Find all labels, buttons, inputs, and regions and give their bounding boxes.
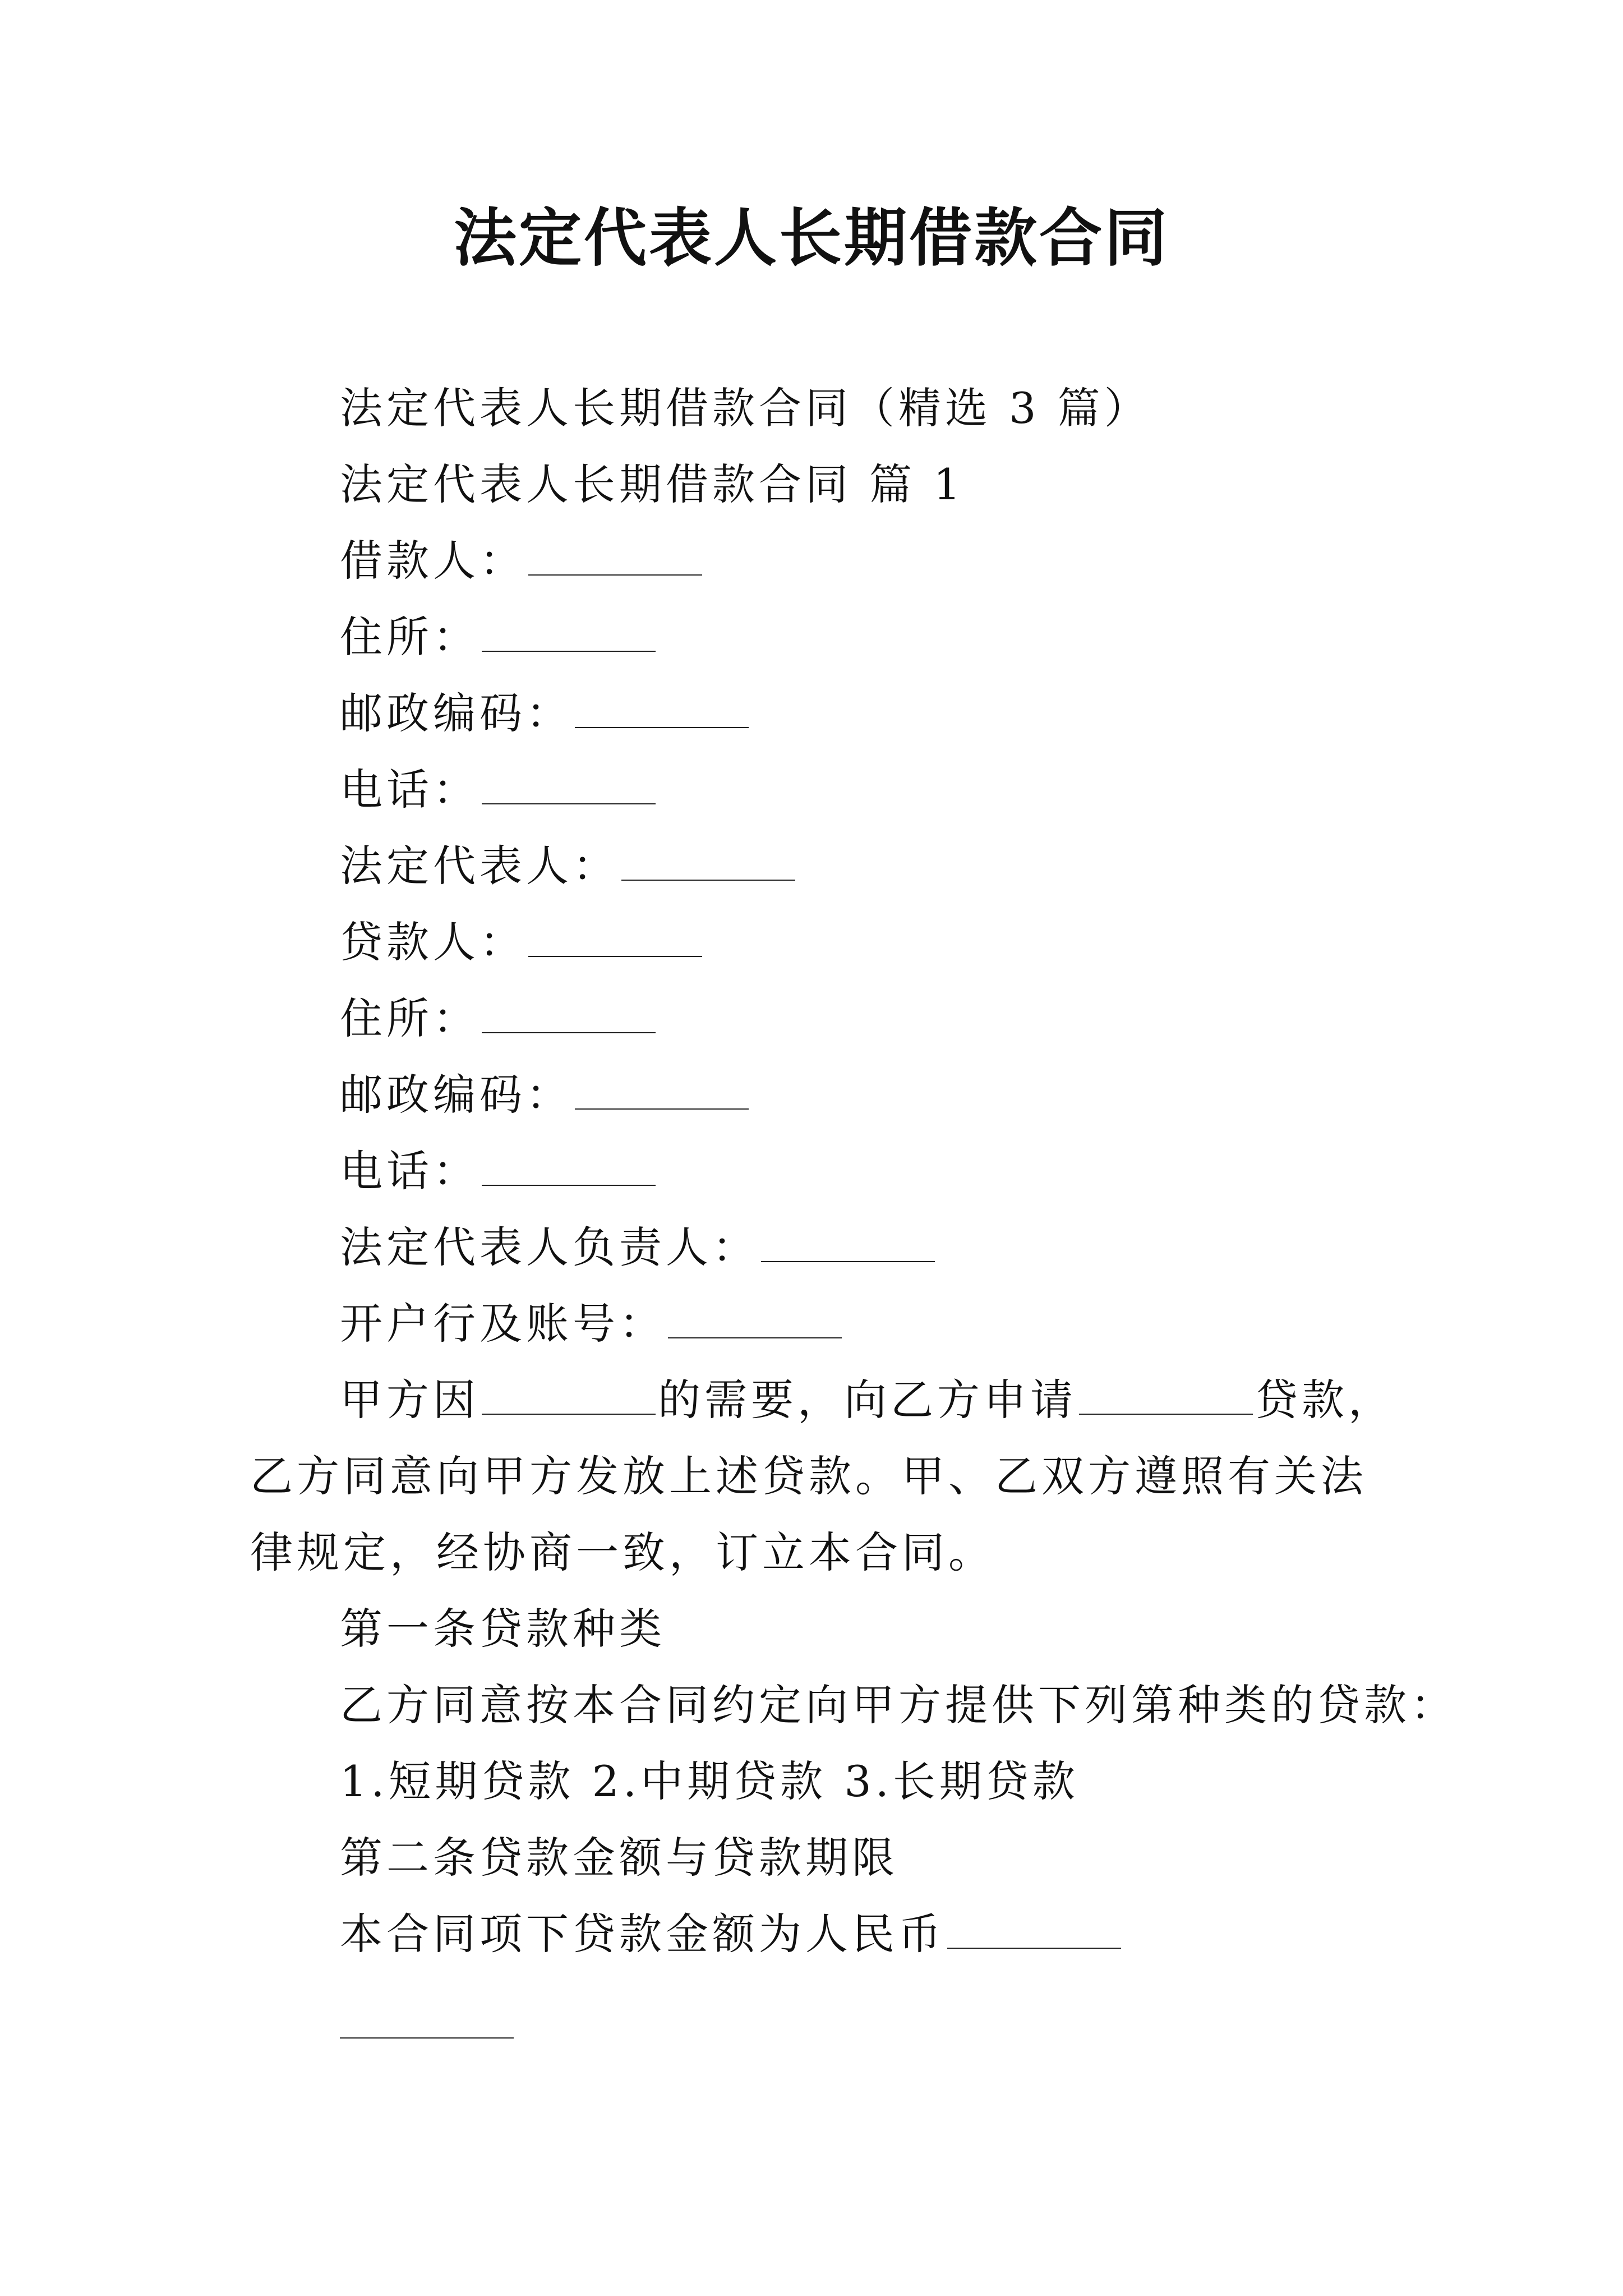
intro-paragraph — [250, 1362, 1400, 1591]
article-2-text — [250, 1896, 1400, 1972]
article-1-text: 乙方同意按本合同约定向甲方提供下列第种类的贷款： — [340, 1680, 1457, 1730]
field-label: 住所： — [340, 993, 479, 1043]
lender-responsible-field — [250, 1209, 1400, 1286]
article-1-options: 1.短期贷款 2.中期贷款 3.长期贷款 — [340, 1756, 1079, 1806]
blank-line — [482, 1380, 656, 1415]
intro-part-3: 贷款，乙方同意向甲方发放上述贷款。甲、乙双方遵照有关法律规定，经协商一致，订立本合同。 — [250, 1375, 1395, 1577]
lender-bank-account-field — [250, 1286, 1400, 1362]
blank-line — [482, 1151, 656, 1186]
blank-line — [482, 617, 656, 652]
blank-line — [528, 922, 702, 957]
lender-phone-field — [250, 1133, 1400, 1209]
blank-line — [575, 693, 749, 728]
intro-part-1: 甲方因 — [340, 1375, 479, 1425]
intro-part-2: 的需要，向乙方申请 — [658, 1375, 1077, 1425]
blank-line — [668, 1304, 842, 1338]
lender-address-field — [250, 981, 1400, 1057]
article-1-title: 第一条贷款种类 — [340, 1604, 666, 1654]
blank-line — [340, 2004, 514, 2039]
blank-line — [482, 770, 656, 804]
blank-line — [1079, 1380, 1253, 1415]
article-2-text-label: 本合同项下贷款金额为人民币 — [340, 1909, 945, 1959]
blank-line — [575, 1075, 749, 1110]
field-label: 借款人： — [340, 536, 526, 586]
borrower-postcode-field — [250, 675, 1400, 752]
article-2-title: 第二条贷款金额与贷款期限 — [340, 1833, 898, 1883]
article-2-blank-line — [250, 1986, 1400, 2062]
blank-line — [761, 1227, 935, 1262]
blank-line — [528, 541, 702, 576]
field-label: 贷款人： — [340, 917, 526, 967]
field-label: 邮政编码： — [340, 1070, 573, 1120]
document-title: 法定代表人长期借款合同 — [454, 201, 1169, 275]
blank-line — [947, 1914, 1121, 1949]
blank-line — [621, 846, 795, 881]
field-label: 开户行及账号： — [340, 1299, 666, 1349]
field-label: 法定代表人负责人： — [340, 1222, 759, 1272]
lender-field — [250, 904, 1400, 981]
field-label: 邮政编码： — [340, 688, 573, 738]
field-label: 住所： — [340, 612, 479, 662]
lender-postcode-field — [250, 1057, 1400, 1133]
borrower-field — [250, 523, 1400, 599]
borrower-address-field — [250, 599, 1400, 675]
borrower-legal-rep-field — [250, 828, 1400, 904]
section-heading: 法定代表人长期借款合同 篇 1 — [340, 459, 965, 509]
document-body — [250, 370, 1457, 2062]
borrower-phone-field — [250, 752, 1400, 828]
field-label: 电话： — [340, 765, 479, 815]
field-label: 法定代表人： — [340, 841, 619, 891]
heading-line: 法定代表人长期借款合同（精选 3 篇） — [340, 383, 1151, 433]
blank-line — [482, 999, 656, 1033]
field-label: 电话： — [340, 1146, 479, 1196]
